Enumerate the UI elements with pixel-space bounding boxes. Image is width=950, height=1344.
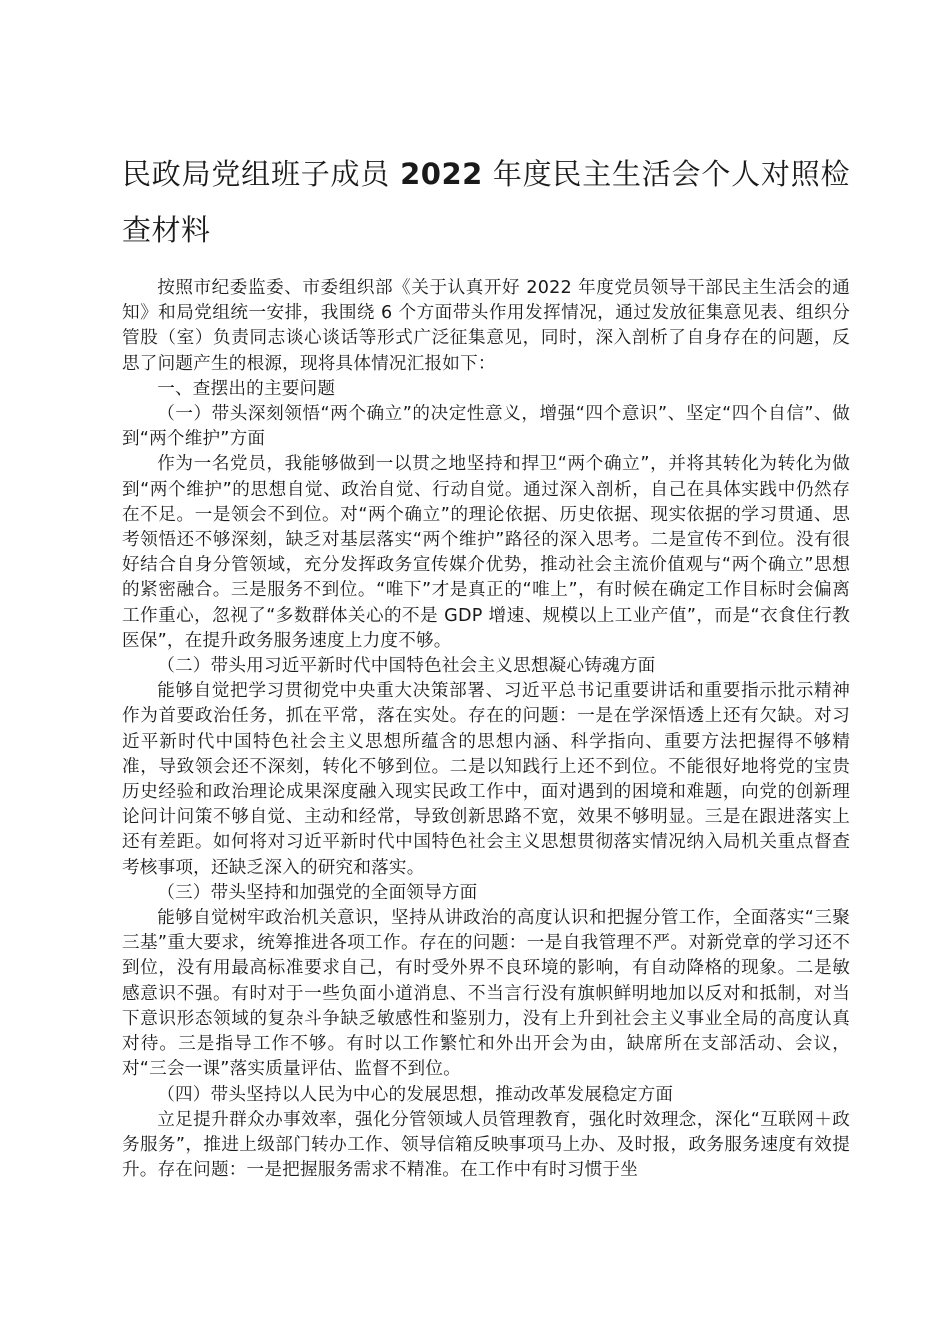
title-part1: 民政局党组班子成员: [122, 157, 401, 191]
subsection4-heading: （四）带头坚持以人民为中心的发展思想，推动改革发展稳定方面: [157, 1084, 674, 1105]
intro-paragraph: 按照市纪委监委、市委组织部《关于认真开好 2022 年度党员领导干部民主生活会的通知》和局党组统一安排，我围绕 6 个方面带头作用发挥情况，通过发放征集意见表、组织分管股（室）负责同志谈心谈话等形式广泛征集意见，同时，深入剖析了自身存在的问题，反思了问题产生的根源，现将具体情况汇报如下：: [122, 278, 850, 374]
section1-heading: 一、查摆出的主要问题: [157, 378, 336, 399]
document-title: [122, 146, 850, 258]
document-page: [122, 146, 850, 1183]
subsection4-body: 立足提升群众办事效率，强化分管领域人员管理教育，强化时效理念，深化“互联网＋政务服务”，推进上级部门转办工作、领导信箱反映事项马上办、及时报，政务服务速度有效提升。存在问题：一是把握服务需求不精准。在工作中有时习惯于坐: [122, 1109, 850, 1181]
subsection2-heading: （二）带头用习近平新时代中国特色社会主义思想凝心铸魂方面: [157, 656, 656, 677]
subsection3-heading: （三）带头坚持和加强党的全面领导方面: [157, 882, 478, 903]
title-year: 2022: [400, 157, 483, 191]
title-part2: 年度民主生活会个人对照检查材料: [122, 157, 850, 247]
subsection1-body: 作为一名党员，我能够做到一以贯之地坚持和捍卫“两个确立”，并将其转化为转化为做到“两个维护”的思想自觉、政治自觉、行动自觉。通过深入剖析，自己在具体实践中仍然存在不足。一是领会不到位。对“两个确立”的理论依据、历史依据、现实依据的学习贯通、思考领悟还不够深刻，缺乏对基层落实“两个维护”路径的深入思考。二是宣传不到位。没有很好结合自身分管领域，充分发挥政务宣传媒介优势，推动社会主流价值观与“两个确立”思想的紧密融合。三是服务不到位。“唯下”才是真正的“唯上”，有时候在确定工作目标时会偏离工作重心，忽视了“多数群体关心的不是 GDP 增速、规模以上工业产值”，而是“衣食住行教医保”，在提升政务服务速度上力度不够。: [122, 454, 850, 651]
subsection3-body: 能够自觉树牢政治机关意识，坚持从讲政治的高度认识和把握分管工作，全面落实“三聚三基”重大要求，统筹推进各项工作。存在的问题：一是自我管理不严。对新党章的学习还不到位，没有用最高标准要求自己，有时受外界不良环境的影响，有自动降格的现象。二是敏感意识不强。有时对于一些负面小道消息、不当言行没有旗帜鲜明地加以反对和抵制，对当下意识形态领域的复杂斗争缺乏敏感性和鉴别力，没有上升到社会主义事业全局的高度认真对待。三是指导工作不够。有时以工作繁忙和外出开会为由，缺席所在支部活动、会议，对“三会一课”落实质量评估、监督不到位。: [122, 908, 850, 1080]
subsection2-body: 能够自觉把学习贯彻党中央重大决策部署、习近平总书记重要讲话和重要指示批示精神作为首要政治任务，抓在平常，落在实处。存在的问题：一是在学深悟透上还有欠缺。对习近平新时代中国特色社会主义思想所蕴含的思想内涵、科学指向、重要方法把握得不够精准，导致领会还不深刻，转化不够到位。二是以知践行上还不到位。不能很好地将党的宝贵历史经验和政治理论成果深度融入现实民政工作中，面对遇到的困境和难题，向党的创新理论问计问策不够自觉、主动和经常，导致创新思路不宽，效果不够明显。三是在跟进落实上还有差距。如何将对习近平新时代中国特色社会主义思想贯彻落实情况纳入局机关重点督查考核事项，还缺乏深入的研究和落实。: [122, 681, 850, 878]
subsection1-heading: （一）带头深刻领悟“两个确立”的决定性意义，增强“四个意识”、坚定“四个自信”、做到“两个维护”方面: [122, 404, 850, 450]
